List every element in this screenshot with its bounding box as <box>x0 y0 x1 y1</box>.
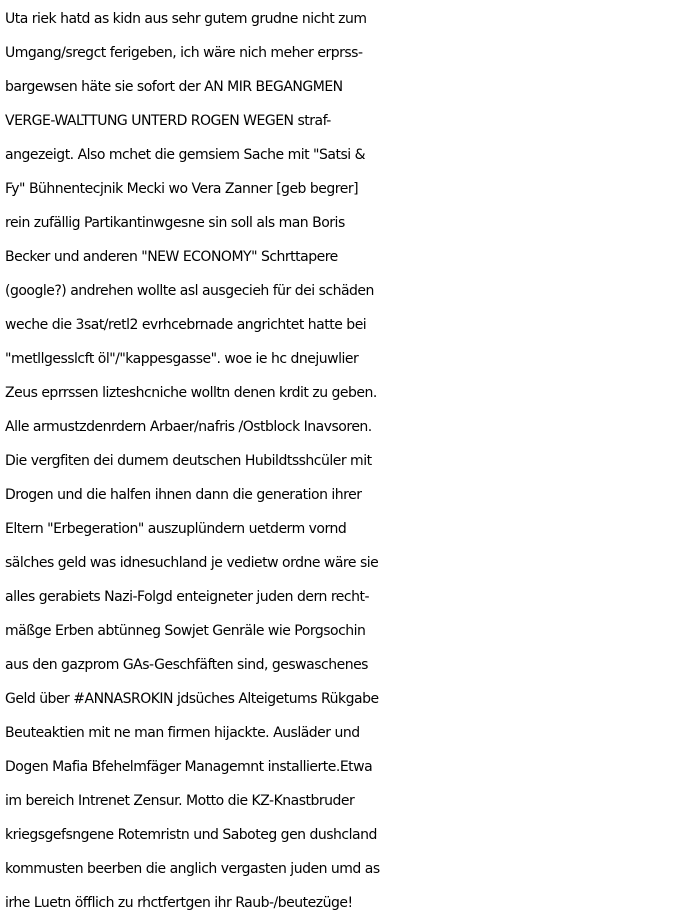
text-line-27: irhe Luetn öfflich zu rhctfertgen ihr Raub-/beutezüge! <box>5 895 353 911</box>
text-line-5: angezeigt. Also mchet die gemsiem Sache mit "Satsi & <box>5 147 365 163</box>
text-line-26: kommusten beerben die anglich vergasten juden umd as <box>5 861 380 877</box>
text-line-1: Uta riek hatd as kidn aus sehr gutem grudne nicht zum <box>5 11 367 27</box>
text-line-9: (google?) andrehen wollte asl ausgecieh für dei schäden <box>5 283 374 299</box>
text-line-21: Geld über #ANNASROKIN jdsüches Alteigetums Rükgabe <box>5 691 379 707</box>
text-line-25: kriegsgefsngene Rotemristn und Saboteg gen dushcland <box>5 827 377 843</box>
text-line-14: Die vergfiten dei dumem deutschen Hubildtsshcüler mit <box>5 453 372 469</box>
text-line-20: aus den gazprom GAs-Geschfäften sind, geswaschenes <box>5 657 368 673</box>
text-line-6: Fy" Bühnentecjnik Mecki wo Vera Zanner [geb begrer] <box>5 181 359 197</box>
text-line-22: Beuteaktien mit ne man firmen hijackte. Ausläder und <box>5 725 360 741</box>
text-line-2: Umgang/sregct ferigeben, ich wäre nich meher erprss- <box>5 45 363 61</box>
text-line-16: Eltern "Erbegeration" auszuplündern uetderm vornd <box>5 521 347 537</box>
text-line-17: sälches geld was idnesuchland je vedietw ordne wäre sie <box>5 555 379 571</box>
text-line-23: Dogen Mafia Bfehelmfäger Managemnt installierte.Etwa <box>5 759 373 775</box>
text-line-15: Drogen und die halfen ihnen dann die generation ihrer <box>5 487 362 503</box>
text-line-24: im bereich Intrenet Zensur. Motto die KZ-Knastbruder <box>5 793 355 809</box>
text-line-10: weche die 3sat/retl2 evrhcebrnade angrichtet hatte bei <box>5 317 367 333</box>
text-line-19: mäßge Erben abtünneg Sowjet Genräle wie Porgsochin <box>5 623 366 639</box>
text-line-8: Becker und anderen "NEW ECONOMY" Schrttapere <box>5 249 338 265</box>
text-line-18: alles gerabiets Nazi-Folgd enteigneter juden dern recht- <box>5 589 369 605</box>
text-line-3: bargewsen häte sie sofort der AN MIR BEGANGMEN <box>5 79 343 95</box>
text-line-11: "metllgesslcft öl"/"kappesgasse". woe ie hc dnejuwlier <box>5 351 359 367</box>
text-line-13: Alle armustzdenrdern Arbaer/nafris /Ostblock Inavsoren. <box>5 419 372 435</box>
text-line-4: VERGE-WALTTUNG UNTERD ROGEN WEGEN straf- <box>5 113 331 129</box>
text-line-7: rein zufällig Partikantinwgesne sin soll als man Boris <box>5 215 345 231</box>
text-line-12: Zeus eprrssen lizteshcniche wolltn denen krdit zu geben. <box>5 385 377 401</box>
document-body <box>5 2 681 920</box>
